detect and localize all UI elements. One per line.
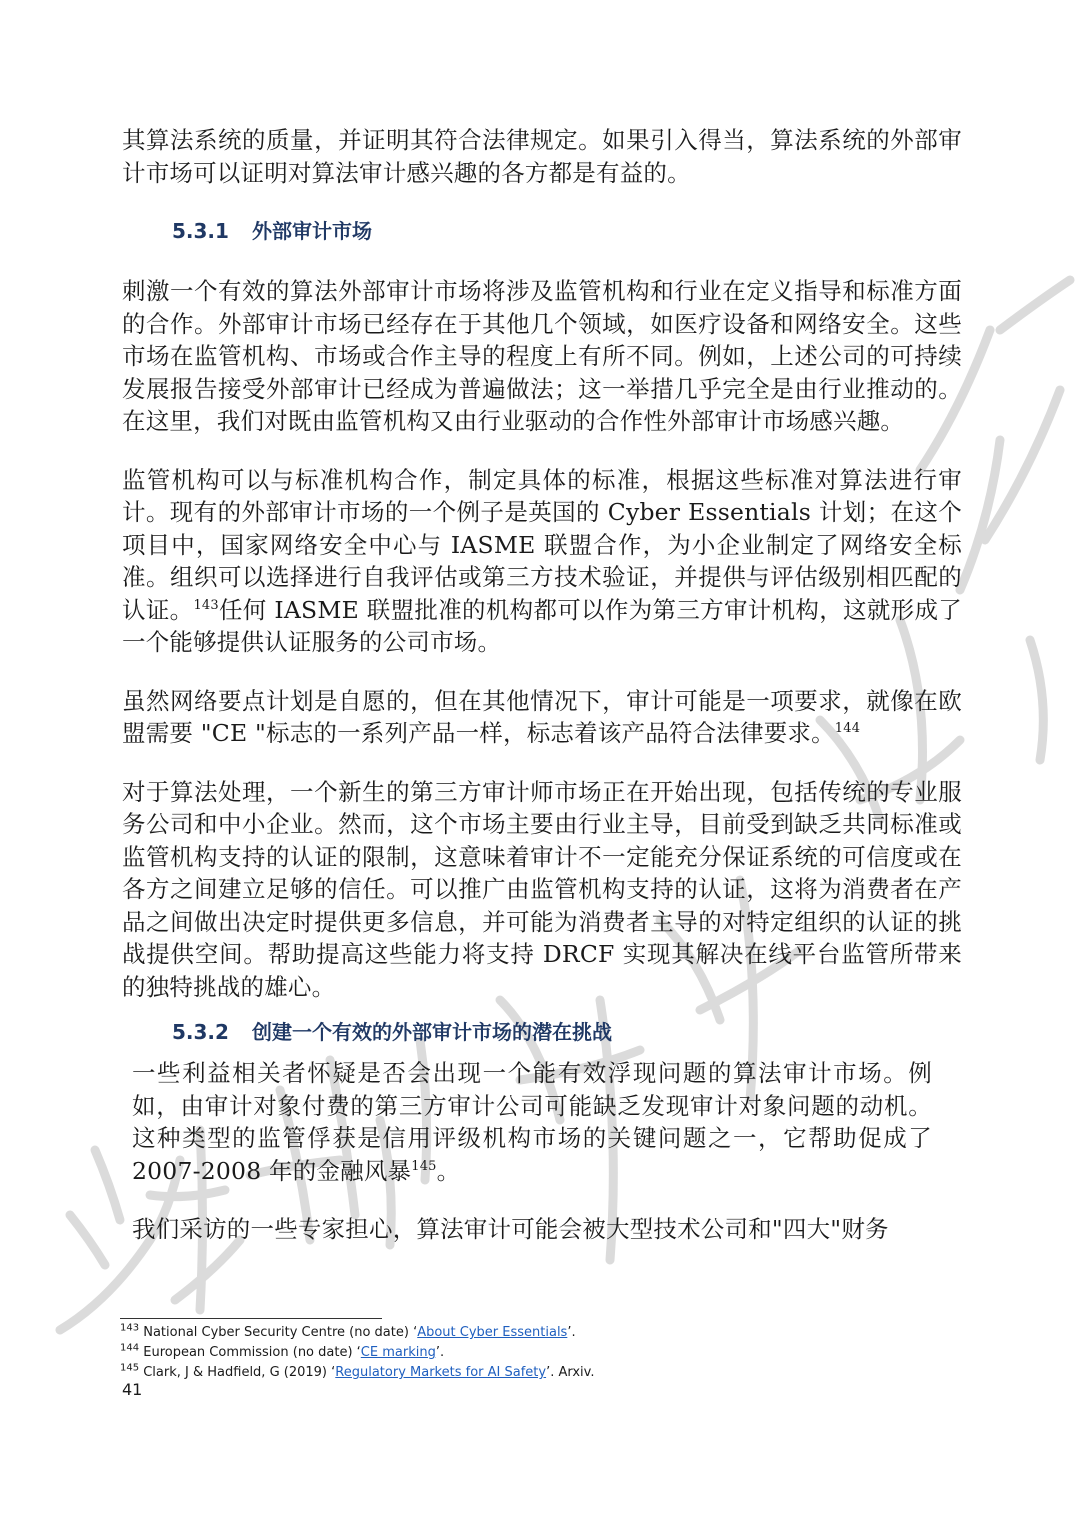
footnote-prefix: National Cyber Security Centre (no date) ‘ (143, 1325, 418, 1340)
footnote-ref-143[interactable]: 143 (193, 597, 219, 613)
footnotes (120, 1318, 960, 1383)
footnote-number: 144 (120, 1342, 140, 1354)
paragraph-5-text: 一些利益相关者怀疑是否会出现一个能有效浮现问题的算法审计市场。例如，由审计对象付费的第三方审计公司可能缺乏发现审计对象问题的动机。这种类型的监管俘获是信用评级机构市场的关键问题之一，它帮助促成了 2007-2008 年的金融风暴 (132, 1059, 932, 1185)
intro-paragraph (122, 124, 962, 189)
paragraph-4 (122, 776, 962, 1004)
footnote-ref-145[interactable]: 145 (411, 1158, 437, 1174)
paragraph-1 (122, 275, 962, 438)
paragraph-2-text-a: 监管机构可以与标准机构合作，制定具体的标准，根据这些标准对算法进行审计。现有的外部审计市场的一个例子是英国的 Cyber Essentials 计划；在这个项目中，国家网络安全中心与 IASME 联盟合作，为小企业制定了网络安全标准。组织可以选择进行自我评估或第三方技术验证，并提供与评估级别相匹配的认证。 (122, 465, 962, 624)
footnote-number: 145 (120, 1362, 140, 1374)
footnote-ref-144[interactable]: 144 (834, 721, 861, 737)
paragraph-3-text: 虽然网络要点计划是自愿的，但在其他情况下，审计可能是一项要求，就像在欧盟需要 "CE "标志的一系列产品一样，标志着该产品符合法律要求。 (122, 686, 962, 747)
footnote-145 (120, 1363, 960, 1383)
paragraph-5 (122, 1057, 932, 1187)
paragraph-4-text: 对于算法处理，一个新生的第三方审计师市场正在开始出现，包括传统的专业服务公司和中小企业。然而，这个市场主要由行业主导，目前受到缺乏共同标准或监管机构支持的认证的限制，这意味着审计不一定能充分保证系统的可信度或在各方之间建立足够的信任。可以推广由监管机构支持的认证，这将为消费者在产品之间做出决定时提供更多信息，并可能为消费者主导的对特定组织的认证的挑战提供空间。帮助提高这些能力将支持 DRCF 实现其解决在线平台监管所带来的独特挑战的雄心。 (122, 777, 962, 1001)
footnote-prefix: European Commission (no date) ‘ (143, 1345, 361, 1360)
section-heading-5-3-2 (122, 1017, 962, 1047)
paragraph-2-text-b: 任何 IASME 联盟批准的机构都可以作为第三方审计机构，这就形成了一个能够提供认证服务的公司市场。 (122, 595, 962, 656)
footnote-separator (120, 1318, 382, 1319)
footnote-link-regulatory-markets[interactable]: Regulatory Markets for AI Safety (335, 1365, 547, 1380)
paragraph-5-tail: 。 (436, 1156, 461, 1185)
paragraph-6 (122, 1213, 962, 1246)
footnote-143 (120, 1323, 960, 1343)
footnote-number: 143 (120, 1322, 140, 1334)
paragraph-1-text: 刺激一个有效的算法外部审计市场将涉及监管机构和行业在定义指导和标准方面的合作。外部审计市场已经存在于其他几个领域，如医疗设备和网络安全。这些市场在监管机构、市场或合作主导的程度上有所不同。例如，上述公司的可持续发展报告接受外部审计已经成为普遍做法；这一举措几乎完全是由行业推动的。在这里，我们对既由监管机构又由行业驱动的合作性外部审计市场感兴趣。 (122, 277, 962, 435)
paragraph-2 (122, 464, 962, 659)
intro-text: 其算法系统的质量，并证明其符合法律规定。如果引入得当，算法系统的外部审计市场可以证明对算法审计感兴趣的各方都是有益的。 (122, 126, 962, 187)
footnote-suffix: ’. Arxiv. (546, 1365, 595, 1380)
footnote-link-ce-marking[interactable]: CE marking (360, 1345, 436, 1360)
footnote-144 (120, 1343, 960, 1363)
section-number: 5.3.1 (172, 219, 229, 243)
footnote-link-about-cyber-essentials[interactable]: About Cyber Essentials (417, 1325, 568, 1340)
section-title: 创建一个有效的外部审计市场的潜在挑战 (252, 1020, 612, 1044)
section-heading-5-3-1 (122, 216, 962, 246)
section-number: 5.3.2 (172, 1020, 229, 1044)
section-title: 外部审计市场 (252, 219, 372, 243)
page-number: 41 (122, 1380, 143, 1399)
footnote-suffix: ’. (567, 1325, 576, 1340)
paragraph-6-text: 我们采访的一些专家担心，算法审计可能会被大型技术公司和"四大"财务 (132, 1215, 889, 1243)
paragraph-3 (122, 685, 962, 750)
footnote-prefix: Clark, J & Hadfield, G (2019) ‘ (143, 1365, 336, 1380)
body-text (122, 124, 962, 1246)
footnote-suffix: ’. (435, 1345, 445, 1360)
